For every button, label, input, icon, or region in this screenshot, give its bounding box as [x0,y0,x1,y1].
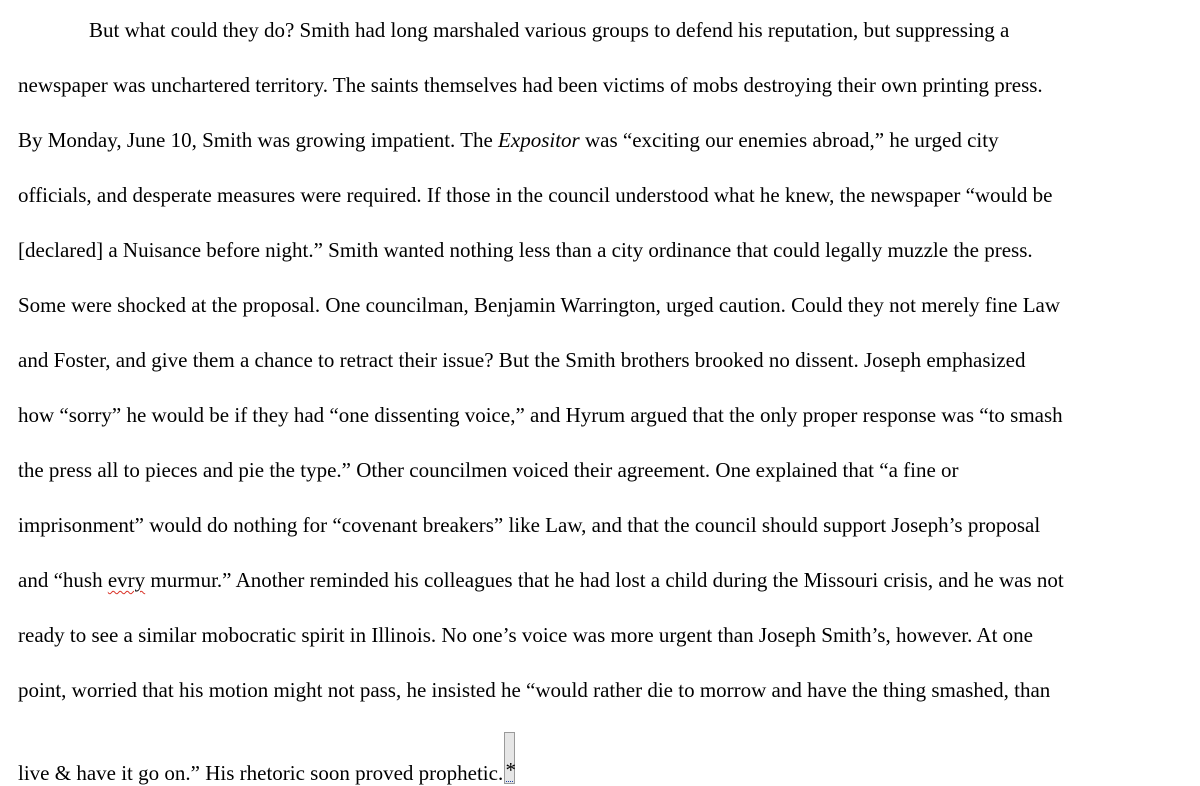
paragraph-line: the press all to pieces and pie the type.” Other councilmen voiced their agreement. One explained that “a fine or [18,458,959,482]
footnote-marker-selection[interactable] [504,732,515,784]
paragraph-line [18,127,999,153]
paragraph-line: imprisonment” would do nothing for “covenant breakers” like Law, and that the council should support Joseph’s proposal [18,513,1041,537]
paragraph-line: newspaper was unchartered territory. The saints themselves had been victims of mobs destroying their own printing press. [18,73,1043,97]
footnote-marker[interactable]: * [505,758,516,782]
line-text: and “hush [18,568,108,592]
paragraph-line: But what could they do? Smith had long marshaled various groups to defend his reputation, but suppressing a [89,18,1010,42]
paragraph-line: Some were shocked at the proposal. One councilman, Benjamin Warrington, urged caution. Could they not merely fine Law [18,293,1061,317]
paragraph-line: officials, and desperate measures were required. If those in the council understood what he knew, the newspaper “would be [18,183,1053,207]
line-text: murmur.” Another reminded his colleagues that he had lost a child during the Missouri crisis, and he was not [145,568,1064,592]
line-text: live & have it go on.” His rhetoric soon proved prophetic. [18,761,504,785]
paragraph-line: point, worried that his motion might not pass, he insisted he “would rather die to morrow and have the thing smashed, than [18,678,1051,702]
paragraph-line: how “sorry” he would be if they had “one dissenting voice,” and Hyrum argued that the only proper response was “to smash [18,403,1063,427]
misspelled-word[interactable]: evry [107,568,146,592]
paragraph-line: [declared] a Nuisance before night.” Smith wanted nothing less than a city ordinance that could legally muzzle the press. [18,238,1033,262]
paragraph-line: ready to see a similar mobocratic spirit in Illinois. No one’s voice was more urgent than Joseph Smith’s, however. At one [18,623,1034,647]
paragraph-line [18,567,1064,593]
line-text: By Monday, June 10, Smith was growing impatient. The [18,128,499,152]
paragraph-line: and Foster, and give them a chance to retract their issue? But the Smith brothers brooked no dissent. Joseph emphasized [18,348,1026,372]
line-text: was “exciting our enemies abroad,” he urged city [579,128,999,152]
paragraph-line [18,732,515,786]
italic-title-expositor: Expositor [498,128,580,152]
